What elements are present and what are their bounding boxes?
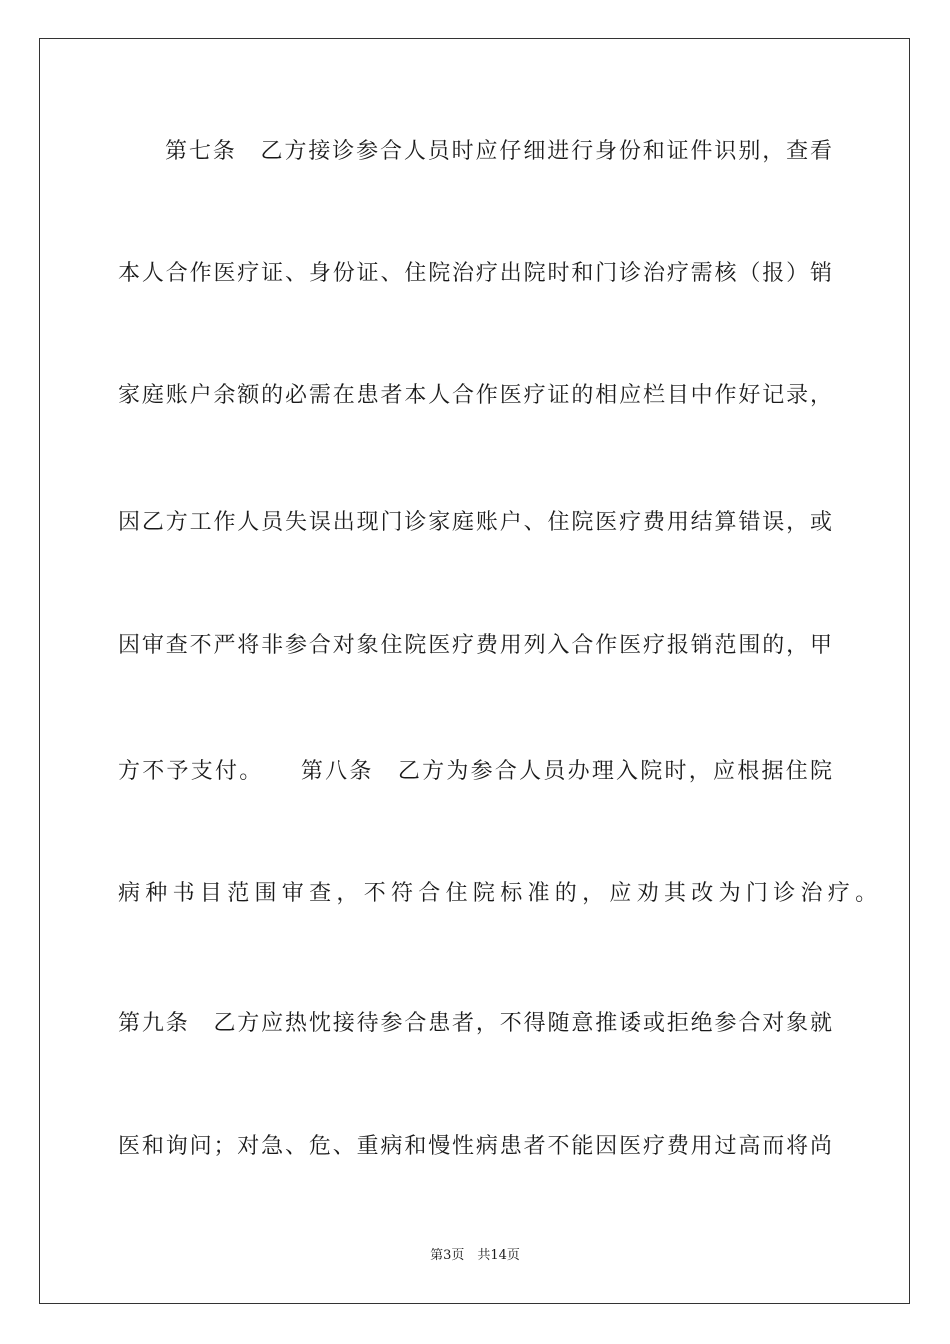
page-number-footer: 第3页 共14页 (430, 1248, 520, 1263)
paragraph-line: 方不予支付。 第八条 乙方为参合人员办理入院时，应根据住院 (118, 759, 832, 784)
paragraph-line: 因审查不严将非参合对象住院医疗费用列入合作医疗报销范围的，甲 (118, 633, 832, 658)
paragraph-line: 病种书目范围审查，不符合住院标准的，应劝其改为门诊治疗。 (118, 881, 883, 906)
paragraph-line: 第九条 乙方应热忱接待参合患者，不得随意推诿或拒绝参合对象就 (118, 1011, 832, 1036)
paragraph-line: 第七条 乙方接诊参合人员时应仔细进行身份和证件识别，查看 (165, 139, 832, 164)
paragraph-line: 因乙方工作人员失误出现门诊家庭账户、住院医疗费用结算错误，或 (118, 510, 832, 535)
paragraph-line: 医和询问；对急、危、重病和慢性病患者不能因医疗费用过高而将尚 (118, 1134, 832, 1159)
page-border (39, 38, 910, 1304)
paragraph-line: 家庭账户余额的必需在患者本人合作医疗证的相应栏目中作好记录， (118, 383, 832, 408)
paragraph-line: 本人合作医疗证、身份证、住院治疗出院时和门诊治疗需核（报）销 (118, 261, 832, 286)
